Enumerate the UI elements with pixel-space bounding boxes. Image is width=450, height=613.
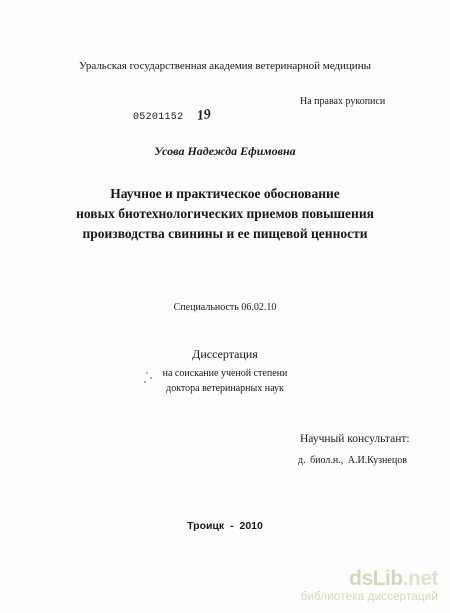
watermark-brand-tld: .net — [402, 567, 438, 590]
degree-line: на соискание ученой степени — [162, 368, 288, 379]
title-line: новых биотехнологических приемов повышения — [76, 206, 374, 221]
watermark-brand-name: dsLib — [349, 567, 403, 590]
scan-speck — [144, 381, 146, 383]
city-year: Троицк - 2010 — [187, 520, 263, 532]
author-name: Усова Надежда Ефимовна — [154, 144, 296, 158]
watermark-tagline: библиотека диссертаций — [300, 591, 438, 603]
degree-description — [0, 366, 450, 396]
degree-line: доктора ветеринарных наук — [166, 383, 284, 394]
dslib-watermark — [301, 568, 438, 604]
scan-speck — [150, 377, 152, 379]
scan-speck — [146, 372, 148, 374]
specialty-code: Специальность 06.02.10 — [173, 302, 277, 313]
manuscript-rights-label: На правах рукописи — [300, 96, 386, 107]
dissertation-title — [0, 184, 450, 244]
dissertation-heading: Диссертация — [192, 347, 258, 361]
consultant-name: д. биол.н., А.И.Кузнецов — [298, 455, 407, 466]
institution-name: Уральская государственная академия ветеринарной медицины — [79, 60, 371, 72]
manuscript-number: 05201152 — [133, 112, 184, 123]
consultant-label: Научный консультант: — [300, 433, 410, 445]
title-line: производства свинины и ее пищевой ценности — [82, 226, 368, 241]
watermark-brand — [301, 568, 438, 590]
manuscript-number-handwritten: 19 — [195, 107, 212, 124]
title-line: Научное и практическое обоснование — [110, 186, 340, 201]
